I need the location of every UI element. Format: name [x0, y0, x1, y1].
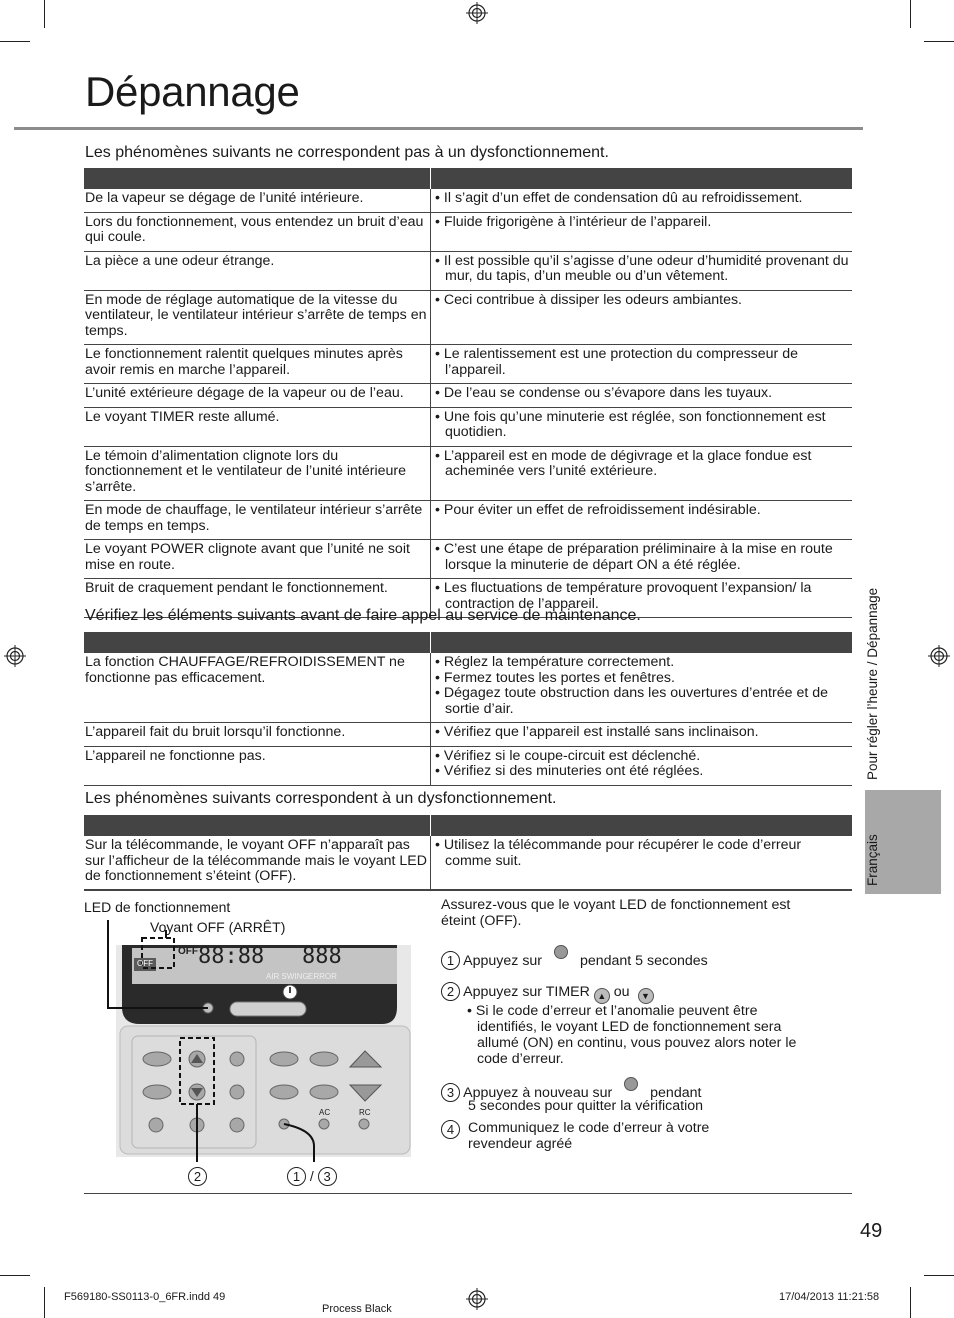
cause-item: • Ceci contribue à dissiper les odeurs ambiantes.: [435, 291, 742, 308]
crop-mark: [924, 1275, 954, 1276]
normal-phenomena-table: [84, 168, 852, 618]
section-heading-malfunction: Les phénomènes suivants correspondent à un dysfonctionnement.: [85, 790, 557, 807]
crop-mark: [0, 41, 30, 42]
symptom-cell: En mode de chauffage, le ventilateur intérieur s’arrête de temps en temps.: [84, 501, 431, 540]
table-row: [84, 251, 852, 290]
cause-cell: [431, 290, 853, 345]
step-2-note: • Si le code d’erreur et l’anomalie peuvent être identifiés, le voyant LED de fonctionnement sera allumé (ON) en continu, vous pouvez alors noter le code d’erreur.: [467, 1003, 797, 1067]
table-row: [84, 446, 852, 501]
section-heading-normal: Les phénomènes suivants ne correspondent pas à un dysfonctionnement.: [85, 144, 609, 161]
cause-item: • Pour éviter un effet de refroidissement indésirable.: [435, 502, 761, 518]
symptom-cell: L’unité extérieure dégage de la vapeur ou de l’eau.: [84, 384, 431, 408]
symptom-cell: Le témoin d’alimentation clignote lors du fonctionnement et le ventilateur de l’unité intérieure s’arrête.: [84, 446, 431, 501]
callout-1-3: 1 / 3: [287, 1167, 337, 1186]
cause-item: • De l’eau se condense ou s’évapore dans les tuyaux.: [435, 385, 773, 401]
cause-item: • Il s’agit d’un effet de condensation dû au refroidissement.: [435, 190, 803, 206]
table-row: [84, 746, 852, 785]
cause-item: • Une fois qu’une minuterie est réglée, son fonctionnement est quotidien.: [435, 408, 826, 440]
registration-mark-icon: [4, 645, 26, 667]
section-rule: [84, 889, 852, 890]
step-1: 1 Appuyez sur pendant 5 secondes: [441, 945, 708, 970]
ac-button-label: AC: [319, 1108, 331, 1117]
table-row: [84, 407, 852, 446]
registration-mark-icon: [928, 645, 950, 667]
symptom-cell: L’appareil fait du bruit lorsqu’il fonctionne.: [84, 723, 431, 747]
table-row: [84, 540, 852, 579]
footer-filename: F569180-SS0113-0_6FR.indd 49: [64, 1291, 226, 1303]
symptom-cell: La fonction CHAUFFAGE/REFROIDISSEMENT ne fonctionne pas efficacement.: [84, 653, 431, 723]
symptom-cell: De la vapeur se dégage de l’unité intérieure.: [84, 189, 431, 212]
cause-cell: [431, 501, 853, 540]
crop-mark: [910, 0, 911, 28]
cause-cell: [431, 836, 853, 890]
table-header-cell: [431, 632, 853, 653]
display-digits-2: 888: [302, 944, 342, 969]
table-header-cell: [84, 632, 431, 653]
rc-button-label: RC: [359, 1108, 371, 1117]
crop-mark: [910, 1287, 911, 1318]
cause-item: • Réglez la température correctement.: [435, 654, 675, 670]
table-row: [84, 212, 852, 251]
cause-item: • L’appareil est en mode de dégivrage et la glace fondue est acheminée vers l’unité extérieure.: [435, 447, 812, 479]
cause-item: • Vérifiez si des minuteries ont été réglées.: [435, 763, 704, 779]
table-header-cell: [84, 168, 431, 189]
cause-item: • Il est possible qu’il s’agisse d’une odeur d’humidité provenant du mur, du tapis, d’un meuble ou d’un vêtement.: [435, 252, 849, 284]
cause-item: • Vérifiez que l’appareil est installé sans inclinaison.: [435, 724, 759, 740]
cause-item: • Dégagez toute obstruction dans les ouvertures d’entrée et de sortie d’air.: [435, 685, 829, 717]
table-row: [84, 384, 852, 408]
symptom-cell: Le voyant POWER clignote avant que l’unité ne soit mise en route.: [84, 540, 431, 579]
symptom-cell: Le fonctionnement ralentit quelques minutes après avoir remis en marche l’appareil.: [84, 345, 431, 384]
led-label: LED de fonctionnement: [84, 899, 231, 915]
table-row: [84, 836, 852, 890]
title-rule: [14, 127, 863, 130]
table-header-cell: [431, 168, 853, 189]
cause-cell: [431, 746, 853, 785]
symptom-cell: En mode de réglage automatique de la vitesse du ventilateur, le ventilateur intérieur s’arrête de temps en temps.: [84, 290, 431, 345]
cause-cell: [431, 384, 853, 408]
table-row: [84, 653, 852, 723]
cause-item: • Vérifiez si le coupe-circuit est déclenché.: [435, 747, 701, 764]
section-rule: [84, 1193, 852, 1194]
page-number: 49: [860, 1220, 883, 1242]
footer-date: 17/04/2013 11:21:58: [779, 1291, 880, 1303]
cause-item: • Utilisez la télécommande pour récupérer le code d’erreur comme suit.: [435, 837, 802, 869]
symptom-cell: Le voyant TIMER reste allumé.: [84, 407, 431, 446]
cause-cell: [431, 345, 853, 384]
off-indicator-label: Voyant OFF (ARRÊT): [150, 919, 286, 935]
symptom-cell: La pièce a une odeur étrange.: [84, 251, 431, 290]
display-airswing: AIR SWING: [266, 972, 309, 981]
table-row: [84, 189, 852, 212]
cause-cell: [431, 407, 853, 446]
symptom-cell: Bruit de craquement pendant le fonctionnement.: [84, 579, 431, 618]
table-row: [84, 723, 852, 747]
symptom-cell: L’appareil ne fonctionne pas.: [84, 746, 431, 785]
cause-item: • Les fluctuations de température provoquent l’expansion/ la contraction de l’appareil.: [435, 580, 812, 612]
symptom-cell: Sur la télécommande, le voyant OFF n’apparaît pas sur l’afficheur de la télécommande mais le voyant LED de fonctionnement s’éteint (OFF).: [84, 836, 431, 890]
table-row: [84, 345, 852, 384]
page-title: Dépannage: [85, 68, 300, 115]
side-section-label: Pour régler l’heure / Dépannage: [865, 587, 880, 780]
table-header-cell: [431, 815, 853, 836]
cause-cell: [431, 251, 853, 290]
up-arrow-button-icon: ▲: [594, 988, 610, 1004]
button-icon: [624, 1077, 638, 1091]
display-digits: 88:88: [198, 944, 265, 969]
section-heading-checks: Vérifiez les éléments suivants avant de faire appel au service de maintenance.: [85, 607, 641, 624]
language-tab-label: Français: [865, 834, 880, 886]
step-4: 4 Communiquez le code d’erreur à votre revendeur agréé: [441, 1120, 771, 1152]
crop-mark: [44, 0, 45, 28]
checks-table: [84, 632, 852, 786]
crop-mark: [0, 1275, 30, 1276]
registration-mark-icon: [466, 2, 488, 24]
cause-item: • Fermez toutes les portes et fenêtres.: [435, 669, 675, 686]
callout-2: 2: [188, 1167, 207, 1186]
table-row: [84, 290, 852, 345]
cause-cell: [431, 446, 853, 501]
cause-cell: [431, 540, 853, 579]
button-icon: [554, 945, 568, 959]
cause-cell: [431, 653, 853, 723]
table-row: [84, 501, 852, 540]
cause-cell: [431, 189, 853, 212]
display-error: ERROR: [308, 972, 337, 981]
step-3: 3 Appuyez à nouveau sur pendant: [441, 1077, 701, 1102]
crop-mark: [44, 1287, 45, 1318]
down-arrow-button-icon: ▼: [638, 988, 654, 1004]
table-header-cell: [84, 815, 431, 836]
instructions-intro: Assurez-vous que le voyant LED de fonctionnement est éteint (OFF).: [441, 897, 791, 929]
symptom-cell: Lors du fonctionnement, vous entendez un bruit d’eau qui coule.: [84, 212, 431, 251]
cause-item: • Le ralentissement est une protection du compresseur de l’appareil.: [435, 346, 799, 378]
cause-item: • C’est une étape de préparation préliminaire à la mise en route lorsque la minuterie de départ ON a été réglée.: [435, 541, 833, 573]
cause-cell: [431, 212, 853, 251]
crop-mark: [924, 41, 954, 42]
malfunction-table: [84, 815, 852, 891]
footer-process: Process Black: [322, 1303, 392, 1315]
step-3-continued: 5 secondes pour quitter la vérification: [468, 1098, 704, 1114]
cause-cell: [431, 723, 853, 747]
display-off-bold: OFF: [178, 946, 198, 957]
step-2: 2 Appuyez sur TIMER ▲ ou ▼: [441, 982, 654, 1004]
registration-mark-icon: [466, 1288, 488, 1310]
display-off-text: OFF: [137, 959, 153, 968]
cause-item: • Fluide frigorigène à l’intérieur de l’appareil.: [435, 213, 712, 230]
